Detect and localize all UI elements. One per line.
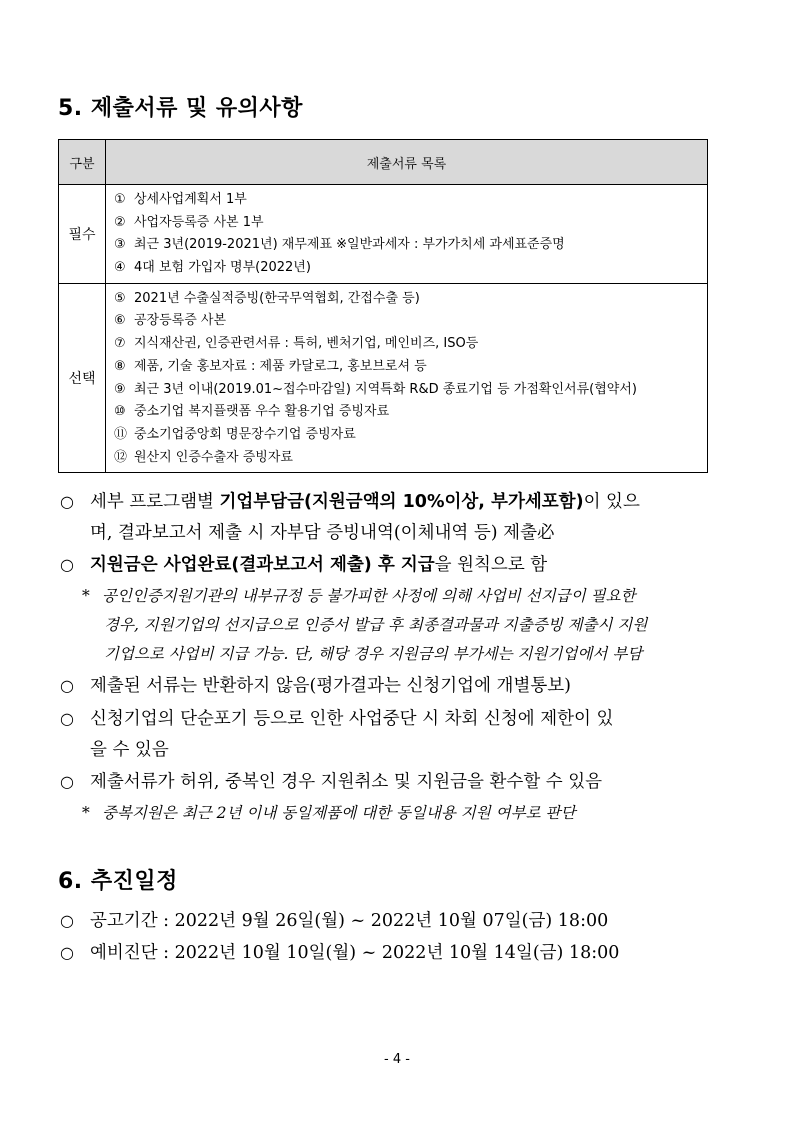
table-row-optional bbox=[59, 283, 708, 473]
circle-bullet-icon: ○ bbox=[60, 911, 74, 930]
notice-withdrawal: ○ 신청기업의 단순포기 등으로 인한 사업중단 시 차회 신청에 제한이 있 을 수 있음 bbox=[60, 703, 750, 766]
notice-copayment: ○ 세부 프로그램별 기업부담금(지원금액의 10%이상, 부가세포함)이 있으 며, 결과보고서 제출 시 자부담 증빙내역(이체내역 등) 제출必 bbox=[60, 486, 750, 549]
table-row-required bbox=[59, 185, 708, 284]
section-6-title: 6. 추진일정 bbox=[58, 869, 178, 894]
list-item: ⑫ 원산지 인증수출자 증빙자료 bbox=[114, 449, 293, 465]
list-item: ⑩ 중소기업 복지플랫폼 우수 활용기업 증빙자료 bbox=[114, 404, 390, 420]
circle-bullet-icon: ○ bbox=[60, 772, 74, 791]
table-header-category: 구분 bbox=[59, 140, 106, 185]
optional-items bbox=[106, 283, 708, 473]
note-duplicate-support: * 중복지원은 최근 2년 이내 동일제품에 대한 동일내용 지원 여부로 판단 bbox=[82, 804, 576, 822]
note-prepayment: * 공인인증지원기관의 내부규정 등 불가피한 사정에 의해 사업비 선지급이 필요한 경우, 지원기업의 선지급으로 인증서 발급 후 최종결과물과 지출증빙 제출시 지원 기업으로 사업비 지급 가능. 단, 해당 경우 지원금의 부가세는 지원기업에서 부담 bbox=[82, 587, 648, 663]
circle-bullet-icon: ○ bbox=[60, 943, 74, 962]
list-item: ④ 4대 보험 가입자 명부(2022년) bbox=[114, 260, 311, 276]
circle-bullet-icon: ○ bbox=[60, 492, 74, 511]
required-items bbox=[106, 185, 708, 284]
table-header-row bbox=[59, 140, 708, 185]
list-item: ⑦ 지식재산권, 인증관련서류 : 특허, 벤처기업, 메인비즈, ISO등 bbox=[114, 336, 479, 352]
list-item: ⑨ 최근 3년 이내(2019.01~접수마감일) 지역특화 R&D 종료기업 등 가점확인서류(협약서) bbox=[114, 381, 637, 397]
category-optional: 선택 bbox=[59, 283, 106, 473]
schedule-announcement: ○ 공고기간 : 2022년 9월 26일(월) ~ 2022년 10월 07일(금) 18:00 bbox=[60, 905, 750, 937]
notice-false-documents: ○ 제출서류가 허위, 중복인 경우 지원취소 및 지원금을 환수할 수 있음 bbox=[60, 766, 750, 798]
list-item: ② 사업자등록증 사본 1부 bbox=[114, 214, 264, 230]
table-header-documents: 제출서류 목록 bbox=[106, 140, 708, 185]
list-item: ⑧ 제품, 기술 홍보자료 : 제품 카달로그, 홍보브로셔 등 bbox=[114, 358, 427, 374]
notice-no-return: ○ 제출된 서류는 반환하지 않음(평가결과는 신청기업에 개별통보) bbox=[60, 670, 750, 702]
list-item: ⑪ 중소기업중앙회 명문장수기업 증빙자료 bbox=[114, 426, 356, 442]
submission-documents-table bbox=[58, 139, 708, 473]
circle-bullet-icon: ○ bbox=[60, 555, 74, 574]
circle-bullet-icon: ○ bbox=[60, 676, 74, 695]
section-5-title: 5. 제출서류 및 유의사항 bbox=[58, 96, 303, 121]
list-item: ③ 최근 3년(2019-2021년) 재무제표 ※일반과세자 : 부가가치세 과세표준증명 bbox=[114, 237, 565, 253]
list-item: ⑥ 공장등록증 사본 bbox=[114, 313, 227, 329]
schedule-preliminary: ○ 예비진단 : 2022년 10월 10일(월) ~ 2022년 10월 14일(금) 18:00 bbox=[60, 937, 750, 969]
circle-bullet-icon: ○ bbox=[60, 709, 74, 728]
page-number: - 4 - bbox=[384, 1052, 410, 1067]
notice-payment-timing: ○ 지원금은 사업완료(결과보고서 제출) 후 지급을 원칙으로 함 bbox=[60, 549, 750, 581]
category-required: 필수 bbox=[59, 185, 106, 284]
list-item: ① 상세사업계획서 1부 bbox=[114, 192, 247, 207]
list-item: ⑤ 2021년 수출실적증빙(한국무역협회, 간접수출 등) bbox=[114, 290, 420, 306]
